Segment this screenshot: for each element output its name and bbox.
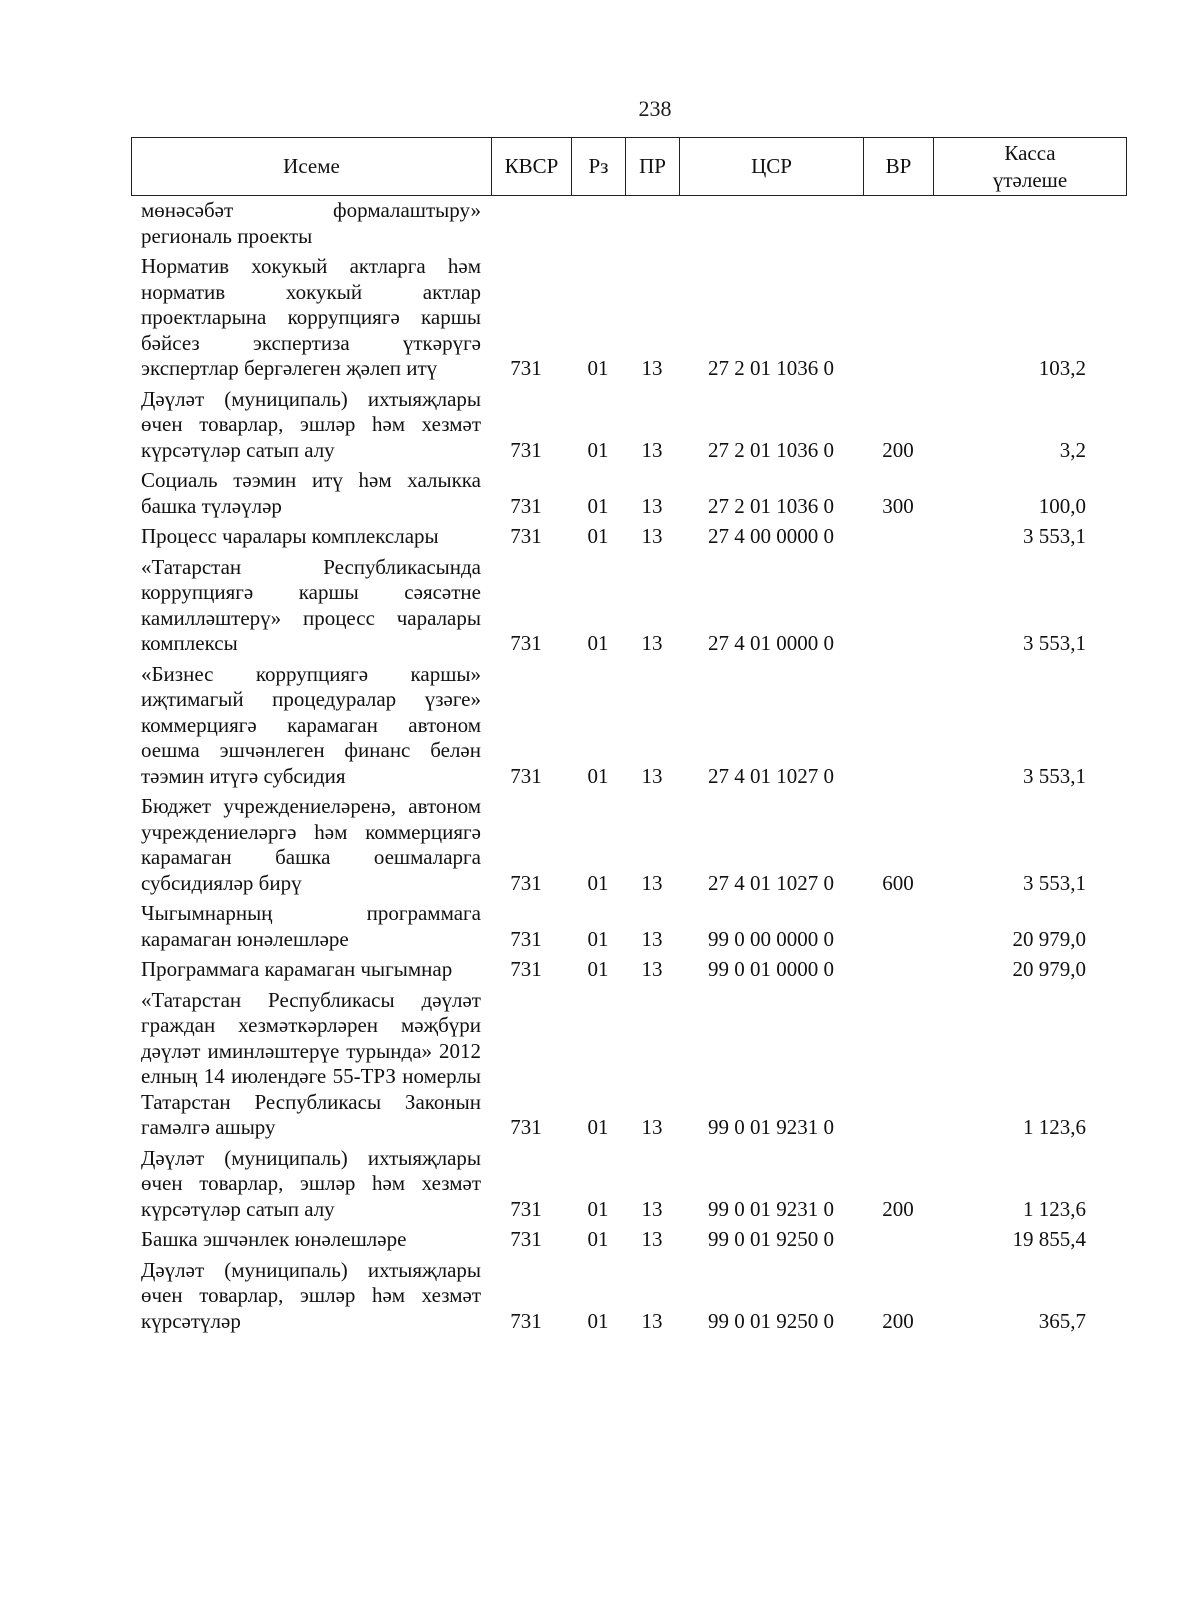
row-kvsr: 731 — [510, 1308, 542, 1333]
row-kvsr: 731 — [510, 957, 542, 981]
row-name: «Бизнес коррупциягә каршы» иҗтимагый процедуралар үзәге» коммерциягә карамаган автоном оешма эшчәнлеген финанс белән тәэмин итүгә субсидия — [141, 661, 481, 788]
table-row — [131, 524, 1126, 550]
row-pr: 13 — [641, 870, 663, 895]
row-pr: 13 — [641, 957, 663, 981]
row-name: мөнәсәбәт формалаштыру» региональ проекты — [141, 198, 481, 248]
column-header-amount-line2: үтәлеше — [992, 167, 1068, 192]
row-pr: 13 — [641, 356, 663, 380]
row-rz: 01 — [587, 1196, 609, 1221]
row-csr: 99 0 01 9231 0 — [708, 1115, 834, 1139]
row-amount: 103,2 — [1038, 356, 1086, 380]
row-kvsr: 731 — [510, 1227, 542, 1251]
row-pr: 13 — [641, 437, 663, 462]
row-kvsr: 731 — [510, 631, 542, 655]
table-row — [131, 555, 1126, 657]
column-header-pr: ПР — [626, 138, 680, 196]
row-pr: 13 — [641, 1308, 663, 1333]
table-row — [131, 901, 1126, 952]
row-pr: 13 — [641, 1227, 663, 1251]
column-header-csr: ЦСР — [680, 138, 864, 196]
row-amount: 20 979,0 — [1012, 926, 1086, 951]
row-name: Чыгымнарның программага карамаган юнәлешләре — [141, 901, 481, 951]
row-name: Дәүләт (муниципаль) ихтыяҗлары өчен товарлар, эшләр һәм хезмәт күрсәтүләр сатып алу — [141, 386, 481, 462]
row-vr: 200 — [882, 1308, 914, 1333]
table-row — [131, 1146, 1126, 1223]
row-amount: 19 855,4 — [1012, 1227, 1086, 1251]
row-rz: 01 — [587, 631, 609, 655]
row-amount: 3 553,1 — [1023, 870, 1086, 895]
table-row — [131, 198, 1126, 249]
row-name: Программага карамаган чыгымнар — [141, 957, 453, 981]
row-vr: 200 — [882, 437, 914, 462]
row-kvsr: 731 — [510, 493, 542, 518]
row-rz: 01 — [587, 957, 609, 981]
table-body — [131, 198, 1126, 1339]
row-name: Процесс чаралары комплекслары — [141, 524, 439, 548]
table-row — [131, 794, 1126, 896]
row-rz: 01 — [587, 524, 609, 548]
row-amount: 1 123,6 — [1023, 1115, 1086, 1139]
row-name: Норматив хокукый актларга һәм норматив хокукый актлар проектларына коррупциягә каршы бәйсез экспертиза үткәрүгә экспертлар бергәлеген җәлеп итү — [141, 254, 481, 380]
row-rz: 01 — [587, 1115, 609, 1139]
row-csr: 27 4 00 0000 0 — [708, 524, 834, 548]
table-header — [131, 137, 1127, 196]
row-kvsr: 731 — [510, 356, 542, 380]
column-header-name: Исеме — [132, 138, 492, 196]
row-rz: 01 — [587, 1308, 609, 1333]
row-vr: 200 — [882, 1196, 914, 1221]
row-rz: 01 — [587, 493, 609, 518]
row-name: «Татарстан Республикасында коррупциягә каршы сәясәтне камилләштерү» процесс чаралары комплексы — [141, 554, 481, 655]
row-kvsr: 731 — [510, 1115, 542, 1139]
row-kvsr: 731 — [510, 763, 542, 788]
row-kvsr: 731 — [510, 524, 542, 548]
row-rz: 01 — [587, 926, 609, 951]
row-amount: 3 553,1 — [1023, 763, 1086, 788]
row-name: Дәүләт (муниципаль) ихтыяҗлары өчен товарлар, эшләр һәм хезмәт күрсәтүләр сатып алу — [141, 1145, 481, 1221]
row-name: «Татарстан Республикасы дәүләт граждан хезмәткәрләрен мәҗбүри дәүләт иминләштерүе турында» 2012 елның 14 июлендәге 55-ТРЗ номерлы Татарстан Республикасы Законын гамәлгә ашыру — [141, 987, 481, 1139]
row-amount: 1 123,6 — [1023, 1196, 1086, 1221]
row-kvsr: 731 — [510, 437, 542, 462]
column-header-amount — [934, 138, 1127, 196]
row-csr: 27 2 01 1036 0 — [708, 356, 834, 380]
row-amount: 100,0 — [1038, 493, 1086, 518]
row-csr: 27 2 01 1036 0 — [708, 437, 834, 462]
table-row — [131, 988, 1126, 1141]
row-pr: 13 — [641, 631, 663, 655]
row-rz: 01 — [587, 437, 609, 462]
row-csr: 27 4 01 0000 0 — [708, 631, 834, 655]
row-pr: 13 — [641, 524, 663, 548]
column-header-rz: Рз — [572, 138, 626, 196]
table-row — [131, 387, 1126, 464]
row-csr: 99 0 00 0000 0 — [708, 926, 834, 951]
row-amount: 3 553,1 — [1023, 631, 1086, 655]
row-pr: 13 — [641, 926, 663, 951]
row-kvsr: 731 — [510, 1196, 542, 1221]
column-header-amount-line1: Касса — [1004, 140, 1056, 165]
row-csr: 99 0 01 9231 0 — [708, 1196, 834, 1221]
row-name: Социаль тәэмин итү һәм халыкка башка түләүләр — [141, 468, 481, 518]
row-rz: 01 — [587, 870, 609, 895]
row-kvsr: 731 — [510, 870, 542, 895]
column-header-kvsr: КВСР — [492, 138, 572, 196]
row-amount: 20 979,0 — [1012, 957, 1086, 981]
table-row — [131, 254, 1126, 382]
row-vr: 600 — [882, 870, 914, 895]
row-rz: 01 — [587, 356, 609, 380]
table-row — [131, 468, 1126, 519]
table-row — [131, 957, 1126, 983]
row-amount: 365,7 — [1038, 1308, 1086, 1333]
table-row — [131, 1258, 1126, 1335]
row-rz: 01 — [587, 763, 609, 788]
row-name: Дәүләт (муниципаль) ихтыяҗлары өчен товарлар, эшләр һәм хезмәт күрсәтүләр — [141, 1257, 481, 1333]
row-pr: 13 — [641, 1196, 663, 1221]
row-rz: 01 — [587, 1227, 609, 1251]
row-csr: 99 0 01 0000 0 — [708, 957, 834, 981]
row-csr: 99 0 01 9250 0 — [708, 1308, 834, 1333]
row-csr: 27 4 01 1027 0 — [708, 870, 834, 895]
page-number: 238 — [638, 96, 672, 121]
row-amount: 3 553,1 — [1023, 524, 1086, 548]
row-name: Бюджет учреждениеләренә, автоном учреждениеләргә һәм коммерциягә карамаган башка оешмаларга субсидияләр бирү — [141, 794, 481, 895]
row-name: Башка эшчәнлек юнәлешләре — [141, 1227, 407, 1251]
table-row — [131, 1227, 1126, 1253]
row-csr: 27 2 01 1036 0 — [708, 493, 834, 518]
row-amount: 3,2 — [1059, 437, 1086, 462]
table-row — [131, 662, 1126, 790]
column-header-vr: ВР — [864, 138, 934, 196]
row-kvsr: 731 — [510, 926, 542, 951]
row-vr: 300 — [882, 493, 914, 518]
row-csr: 27 4 01 1027 0 — [708, 763, 834, 788]
row-pr: 13 — [641, 1115, 663, 1139]
row-csr: 99 0 01 9250 0 — [708, 1227, 834, 1251]
row-pr: 13 — [641, 493, 663, 518]
row-pr: 13 — [641, 763, 663, 788]
